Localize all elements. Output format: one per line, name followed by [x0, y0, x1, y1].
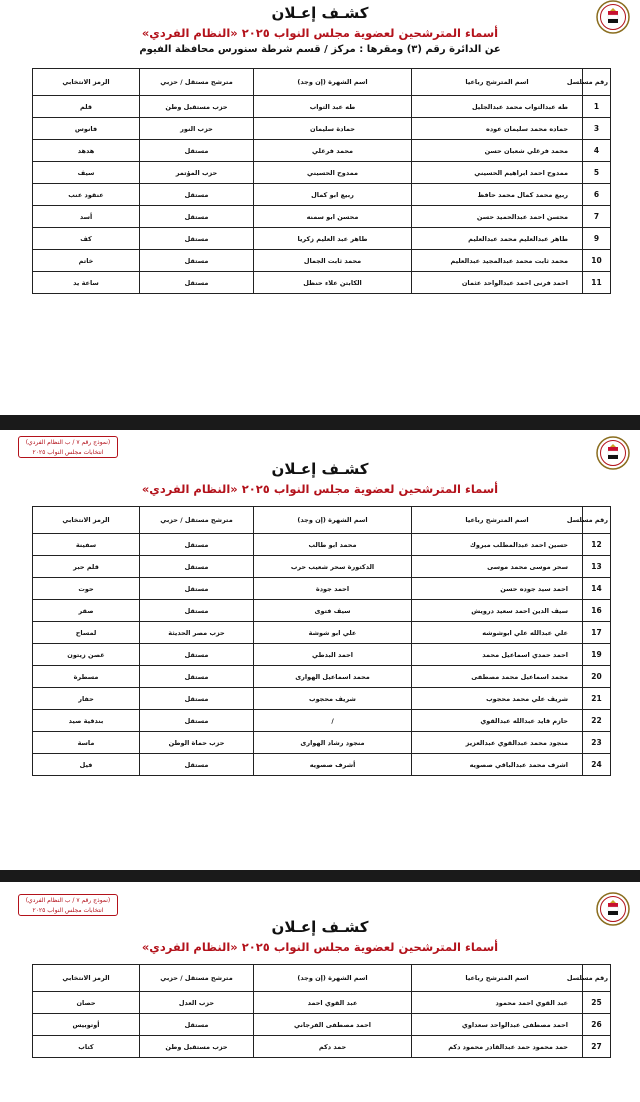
- cell-symbol: بندقية صيد: [33, 710, 140, 732]
- cell-fame: علي ابو شوشة: [254, 622, 412, 644]
- page-separator: [0, 415, 640, 430]
- cell-name: احمد فرنى احمد عبدالواحد عثمان: [412, 272, 583, 294]
- header-symbol: الرمز الانتخابي: [33, 507, 140, 534]
- header-name: اسم المترشح رباعيا: [412, 507, 583, 534]
- cell-fame: احمد مصطفى الفرجاني: [254, 1014, 412, 1036]
- table-header-row: [33, 507, 611, 534]
- cell-name: محسن احمد عبدالحميد حسن: [412, 206, 583, 228]
- cell-name: علي عبدالله علي ابوشوشه: [412, 622, 583, 644]
- header-num: رقم مسلسل: [583, 507, 611, 534]
- cell-fame: طه عبد التواب: [254, 96, 412, 118]
- cell-name: احمد حمدي اسماعيل محمد: [412, 644, 583, 666]
- cell-name: ممدوح احمد ابراهيم الحسيني: [412, 162, 583, 184]
- cell-affiliation: مستقل: [140, 1014, 254, 1036]
- cell-num: 16: [583, 600, 611, 622]
- cell-fame: عبد القوي احمد: [254, 992, 412, 1014]
- cell-num: 11: [583, 272, 611, 294]
- cell-symbol: مسطرة: [33, 666, 140, 688]
- cell-affiliation: حزب المؤتمر: [140, 162, 254, 184]
- cell-affiliation: مستقل: [140, 534, 254, 556]
- page-title: كشـف إعـلان: [271, 460, 369, 478]
- cell-symbol: لمساح: [33, 622, 140, 644]
- cell-fame: سيف فتوى: [254, 600, 412, 622]
- header-affiliation: مترشح مستقل / حزبي: [140, 507, 254, 534]
- cell-fame: محمد اسماعيل الهوارى: [254, 666, 412, 688]
- cell-name: سيف الدين احمد سعيد درويش: [412, 600, 583, 622]
- table-header-row: [33, 69, 611, 96]
- cell-fame: حمد دكم: [254, 1036, 412, 1058]
- candidates-table-3: [32, 964, 611, 1058]
- document-page-1: [0, 0, 640, 415]
- cell-name: محمد اسماعيل محمد مصطفى: [412, 666, 583, 688]
- cell-name: اشرف محمد عبدالباقي صصويه: [412, 754, 583, 776]
- cell-symbol: فانوس: [33, 118, 140, 140]
- document-page-3: [0, 882, 640, 1102]
- cell-fame: ربيع ابو كمال: [254, 184, 412, 206]
- table-row: [33, 732, 611, 754]
- table-row: [33, 96, 611, 118]
- cell-fame: /: [254, 710, 412, 732]
- cell-num: 22: [583, 710, 611, 732]
- header-fame: اسم الشهرة (إن وجد): [254, 965, 412, 992]
- cell-name: حازم قايد عبدالله عبدالقوي: [412, 710, 583, 732]
- cell-affiliation: مستقل: [140, 710, 254, 732]
- table-row: [33, 140, 611, 162]
- header-name: اسم المترشح رباعيا: [412, 965, 583, 992]
- cell-symbol: أسد: [33, 206, 140, 228]
- cell-name: عبد القوي احمد محمود: [412, 992, 583, 1014]
- cell-symbol: حفار: [33, 688, 140, 710]
- cell-affiliation: مستقل: [140, 578, 254, 600]
- header-num: رقم مسلسل: [583, 965, 611, 992]
- cell-name: شريف علي محمد محجوب: [412, 688, 583, 710]
- cell-symbol: سيف: [33, 162, 140, 184]
- cell-num: 4: [583, 140, 611, 162]
- cell-fame: الكابتن علاء حنظل: [254, 272, 412, 294]
- form-stamp: (نموذج رقم ٧ / ب النظام الفردي) انتخابات مجلس النواب ٢٠٢٥: [18, 436, 118, 458]
- cell-symbol: هدهد: [33, 140, 140, 162]
- cell-affiliation: حزب العدل: [140, 992, 254, 1014]
- cell-affiliation: مستقل: [140, 688, 254, 710]
- cell-name: محمد فرغلي شعبان حسن: [412, 140, 583, 162]
- cell-num: 14: [583, 578, 611, 600]
- document-page-2: [0, 430, 640, 870]
- table-row: [33, 228, 611, 250]
- cell-num: 24: [583, 754, 611, 776]
- cell-num: 23: [583, 732, 611, 754]
- page-title: كشـف إعـلان: [271, 4, 369, 22]
- table-row: [33, 644, 611, 666]
- page-title: كشـف إعـلان: [271, 918, 369, 936]
- cell-name: محمد ثابت محمد عبدالمجيد عبدالعليم: [412, 250, 583, 272]
- form-stamp: (نموذج رقم ٧ / ب النظام الفردي) انتخابات مجلس النواب ٢٠٢٥: [18, 894, 118, 916]
- cell-name: سحر موسى محمد موسى: [412, 556, 583, 578]
- cell-num: 27: [583, 1036, 611, 1058]
- cell-affiliation: مستقل: [140, 754, 254, 776]
- cell-num: 21: [583, 688, 611, 710]
- page-separator: [0, 870, 640, 882]
- district-info: عن الدائرة رقم (٣) ومقرها : مركز / قسم شرطة سنورس محافظة الفيوم: [139, 44, 501, 55]
- cell-fame: منجود رشاد الهوارى: [254, 732, 412, 754]
- cell-fame: ممدوح الحسيني: [254, 162, 412, 184]
- cell-fame: احمد جودة: [254, 578, 412, 600]
- cell-symbol: كتاب: [33, 1036, 140, 1058]
- cell-affiliation: مستقل: [140, 250, 254, 272]
- candidates-table-2: [32, 506, 611, 776]
- table-row: [33, 556, 611, 578]
- header-fame: اسم الشهرة (إن وجد): [254, 507, 412, 534]
- cell-symbol: حوت: [33, 578, 140, 600]
- cell-num: 26: [583, 1014, 611, 1036]
- cell-symbol: سفينة: [33, 534, 140, 556]
- cell-name: احمد مصطفى عبدالواحد سعداوي: [412, 1014, 583, 1036]
- cell-fame: طاهر عبد العليم زكريا: [254, 228, 412, 250]
- cell-affiliation: مستقل: [140, 272, 254, 294]
- cell-affiliation: مستقل: [140, 184, 254, 206]
- header-symbol: الرمز الانتخابي: [33, 965, 140, 992]
- cell-num: 3: [583, 118, 611, 140]
- candidates-table-1: [32, 68, 611, 294]
- cell-num: 19: [583, 644, 611, 666]
- table-row: [33, 666, 611, 688]
- table-row: [33, 250, 611, 272]
- cell-num: 1: [583, 96, 611, 118]
- cell-num: 17: [583, 622, 611, 644]
- cell-num: 5: [583, 162, 611, 184]
- cell-fame: محمد ثابت الجمال: [254, 250, 412, 272]
- cell-name: منجود محمد عبدالقوي عبدالعزيز: [412, 732, 583, 754]
- header-affiliation: مترشح مستقل / حزبي: [140, 69, 254, 96]
- cell-fame: محمد ابو طالب: [254, 534, 412, 556]
- cell-fame: حمادة سليمان: [254, 118, 412, 140]
- cell-symbol: قلم: [33, 96, 140, 118]
- header-symbol: الرمز الانتخابي: [33, 69, 140, 96]
- cell-symbol: قلم حبر: [33, 556, 140, 578]
- cell-affiliation: حزب حماة الوطن: [140, 732, 254, 754]
- cell-affiliation: مستقل: [140, 228, 254, 250]
- table-row: [33, 162, 611, 184]
- cell-name: حسين احمد عبدالمطلب مبروك: [412, 534, 583, 556]
- cell-affiliation: حزب النور: [140, 118, 254, 140]
- cell-symbol: خاتم: [33, 250, 140, 272]
- cell-num: 13: [583, 556, 611, 578]
- header-fame: اسم الشهرة (إن وجد): [254, 69, 412, 96]
- cell-symbol: حصان: [33, 992, 140, 1014]
- cell-symbol: كف: [33, 228, 140, 250]
- cell-fame: شريف محجوب: [254, 688, 412, 710]
- cell-num: 6: [583, 184, 611, 206]
- page-subtitle: أسماء المترشحين لعضوية مجلس النواب ٢٠٢٥ «النظام الفردي»: [141, 26, 499, 40]
- cell-fame: محمد فرغلي: [254, 140, 412, 162]
- cell-name: احمد سيد جوده حسن: [412, 578, 583, 600]
- cell-affiliation: مستقل: [140, 600, 254, 622]
- cell-num: 25: [583, 992, 611, 1014]
- table-row: [33, 754, 611, 776]
- cell-affiliation: مستقل: [140, 140, 254, 162]
- cell-symbol: فيل: [33, 754, 140, 776]
- cell-fame: الدكتورة سحر شعيب حرب: [254, 556, 412, 578]
- table-row: [33, 710, 611, 732]
- table-row: [33, 1014, 611, 1036]
- cell-name: حمد محمود حمد عبدالقادر محمود دكم: [412, 1036, 583, 1058]
- cell-name: ربيع محمد كمال محمد حافظ: [412, 184, 583, 206]
- cell-symbol: غصن زيتون: [33, 644, 140, 666]
- cell-affiliation: حزب مصر الحديثة: [140, 622, 254, 644]
- table-row: [33, 184, 611, 206]
- page-subtitle: أسماء المترشحين لعضوية مجلس النواب ٢٠٢٥ «النظام الفردي»: [141, 940, 499, 954]
- table-row: [33, 206, 611, 228]
- cell-name: طاهر عبدالعليم محمد عبدالعليم: [412, 228, 583, 250]
- cell-fame: أشرف صصويه: [254, 754, 412, 776]
- table-row: [33, 534, 611, 556]
- cell-symbol: عنقود عنب: [33, 184, 140, 206]
- cell-affiliation: مستقل: [140, 556, 254, 578]
- cell-symbol: ماسة: [33, 732, 140, 754]
- table-row: [33, 600, 611, 622]
- cell-affiliation: مستقل: [140, 666, 254, 688]
- header-num: رقم مسلسل: [583, 69, 611, 96]
- cell-num: 12: [583, 534, 611, 556]
- table-row: [33, 622, 611, 644]
- cell-affiliation: مستقل: [140, 206, 254, 228]
- cell-name: حماده محمد سليمان عوده: [412, 118, 583, 140]
- cell-symbol: صقر: [33, 600, 140, 622]
- cell-symbol: أوتوبيس: [33, 1014, 140, 1036]
- cell-num: 7: [583, 206, 611, 228]
- cell-name: طه عبدالتواب محمد عبدالجليل: [412, 96, 583, 118]
- cell-symbol: ساعة يد: [33, 272, 140, 294]
- page-subtitle: أسماء المترشحين لعضوية مجلس النواب ٢٠٢٥ «النظام الفردي»: [141, 482, 499, 496]
- table-row: [33, 272, 611, 294]
- cell-affiliation: مستقل: [140, 644, 254, 666]
- cell-affiliation: حزب مستقبل وطن: [140, 1036, 254, 1058]
- cell-fame: احمد البدطي: [254, 644, 412, 666]
- cell-num: 9: [583, 228, 611, 250]
- cell-num: 10: [583, 250, 611, 272]
- cell-num: 20: [583, 666, 611, 688]
- table-row: [33, 1036, 611, 1058]
- table-row: [33, 578, 611, 600]
- cell-fame: محسن ابو سمنه: [254, 206, 412, 228]
- header-name: اسم المترشح رباعيا: [412, 69, 583, 96]
- cell-affiliation: حزب مستقبل وطن: [140, 96, 254, 118]
- table-header-row: [33, 965, 611, 992]
- table-row: [33, 992, 611, 1014]
- table-row: [33, 688, 611, 710]
- header-affiliation: مترشح مستقل / حزبي: [140, 965, 254, 992]
- table-row: [33, 118, 611, 140]
